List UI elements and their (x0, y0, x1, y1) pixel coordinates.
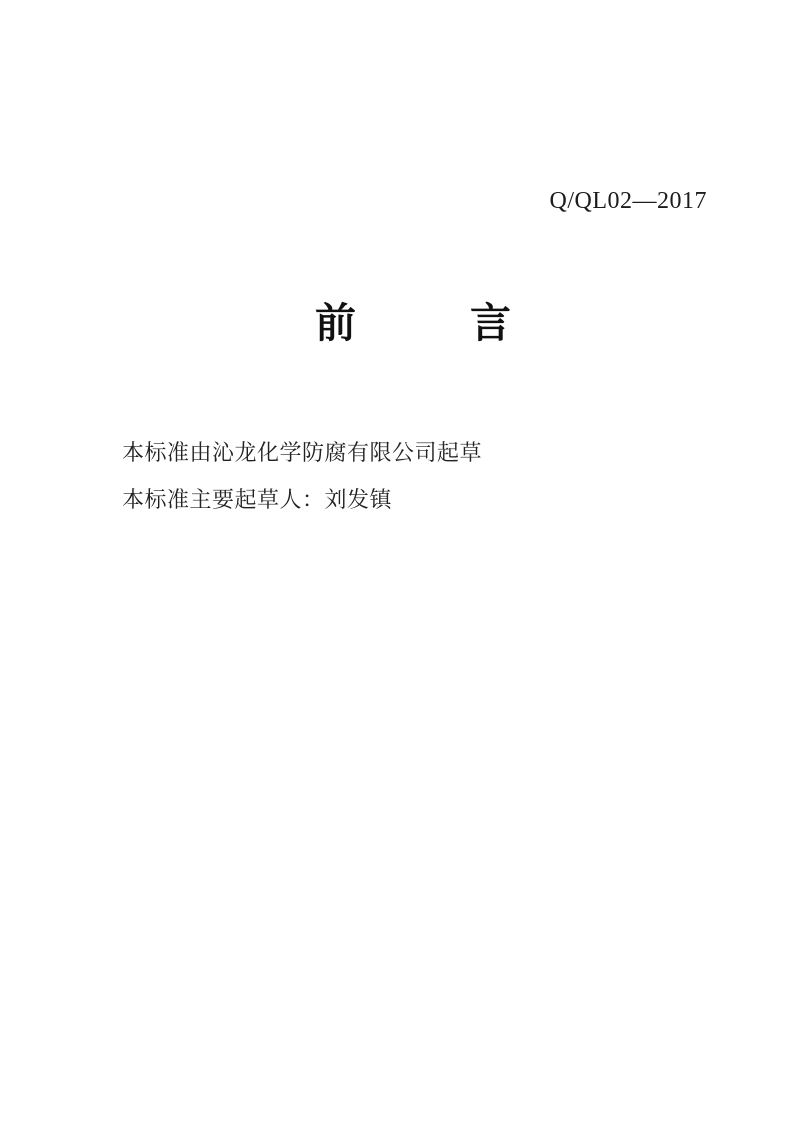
body-text (122, 429, 740, 523)
page-title-char-right: 言 (470, 300, 511, 346)
page-title-char-left: 前 (315, 300, 356, 346)
paragraph-drafting-organization: 本标准由沁龙化学防腐有限公司起草 (122, 440, 483, 465)
standard-number: Q/QL02—2017 (549, 188, 707, 214)
paragraph-main-drafter: 本标准主要起草人：刘发镇 (122, 487, 393, 512)
page-title (13, 301, 800, 346)
